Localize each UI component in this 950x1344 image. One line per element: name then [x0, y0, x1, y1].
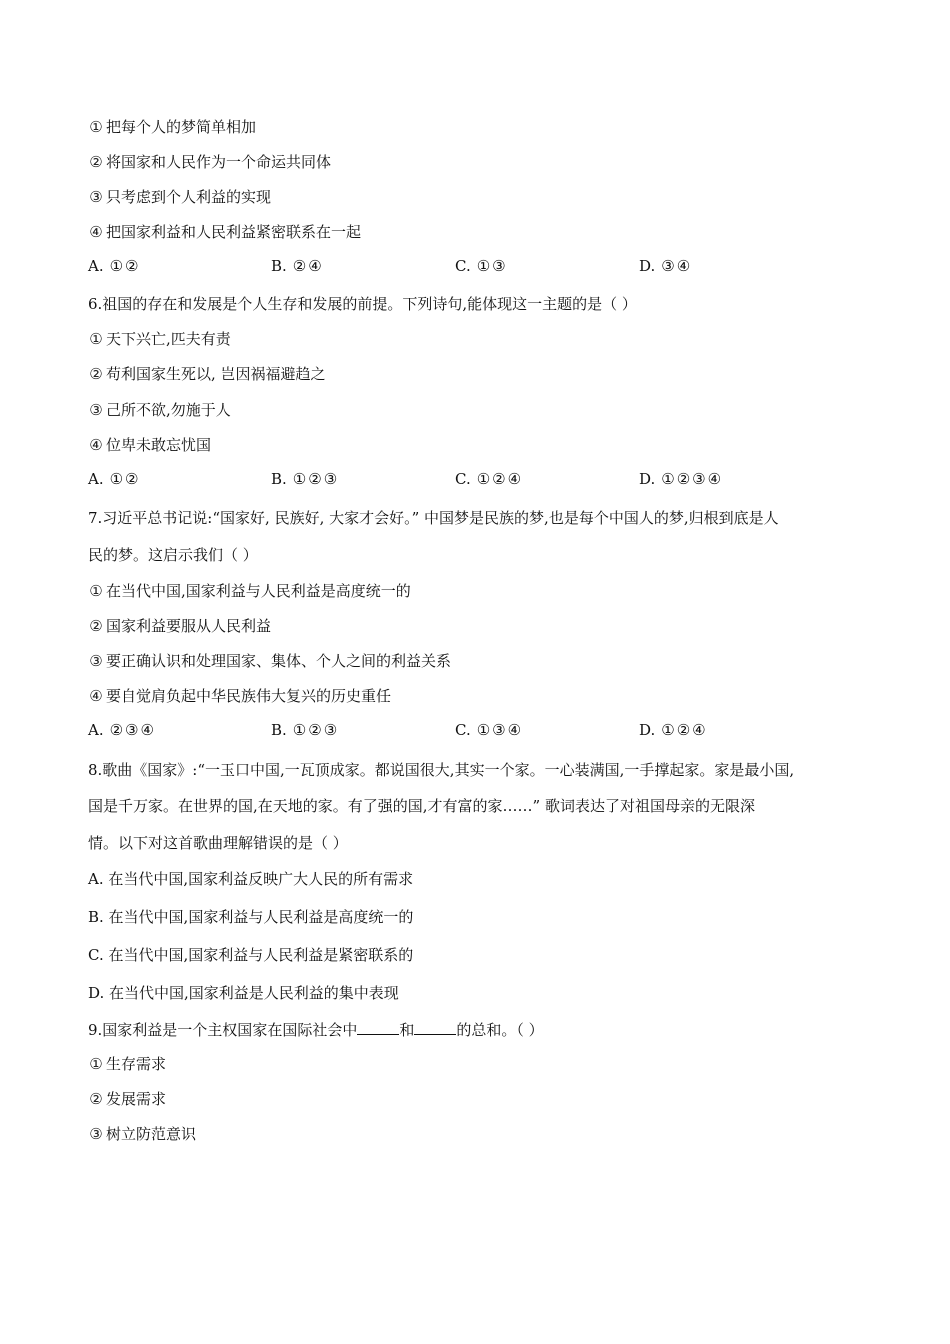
q7-option-1	[88, 581, 411, 601]
q9-stem-part-2: 和	[399, 1021, 415, 1039]
q8-stem-line-1: 8.歌曲《国家》:“一玉口中国,一瓦顶成家。都说国很大,其实一个家。一心装满国,一手撑起家。家是最小国,	[88, 761, 795, 779]
option-marker: ①	[89, 1055, 103, 1073]
q9-option-2	[88, 1089, 166, 1109]
choice-value: ①③	[476, 257, 508, 275]
q6-option-2	[88, 364, 326, 384]
choice-value: ②④	[292, 257, 324, 275]
option-marker: ④	[89, 687, 103, 705]
q7-choice-c	[455, 720, 523, 740]
q7-option-2	[88, 616, 271, 636]
option-marker: ②	[89, 1090, 103, 1108]
option-marker: ③	[89, 652, 103, 670]
q8-stem-line-3: 情。以下对这首歌曲理解错误的是（ ）	[88, 834, 348, 852]
q6-choice-d	[639, 469, 723, 489]
q9-stem	[88, 1020, 544, 1040]
option-text: 要自觉肩负起中华民族伟大复兴的历史重任	[106, 687, 392, 705]
q9-option-3	[88, 1124, 196, 1144]
choice-value: ②③④	[109, 721, 156, 739]
choice-label: D.	[639, 470, 656, 488]
option-text: 天下兴亡,匹夫有责	[106, 330, 231, 348]
q5-option-4	[88, 222, 361, 242]
q7-option-3	[88, 651, 451, 671]
option-marker: ①	[89, 582, 103, 600]
option-text: 在当代中国,国家利益与人民利益是高度统一的	[106, 582, 411, 600]
q7-choice-a	[88, 720, 156, 740]
choice-label: C.	[455, 257, 471, 275]
q9-stem-part-3: 的总和。（ ）	[456, 1021, 544, 1039]
option-marker: ②	[89, 153, 103, 171]
choice-label: A.	[88, 721, 104, 739]
option-marker: ③	[89, 1125, 103, 1143]
q6-stem: 6.祖国的存在和发展是个人生存和发展的前提。下列诗句,能体现这一主题的是（ ）	[88, 295, 637, 313]
q6-choice-b	[271, 469, 339, 489]
q8-option-d: D. 在当代中国,国家利益是人民利益的集中表现	[88, 984, 399, 1002]
option-text: 把国家利益和人民利益紧密联系在一起	[106, 223, 362, 241]
option-marker: ③	[89, 188, 103, 206]
choice-label: A.	[88, 470, 104, 488]
choice-value: ①②③④	[661, 470, 724, 488]
option-text: 树立防范意识	[106, 1125, 197, 1143]
q6-choice-c	[455, 469, 523, 489]
q6-option-1	[88, 329, 231, 349]
option-marker: ④	[89, 436, 103, 454]
choice-label: D.	[639, 721, 656, 739]
choice-value: ①②④	[476, 470, 524, 488]
fill-blank	[414, 1020, 456, 1035]
option-marker: ①	[89, 118, 103, 136]
choice-label: C.	[455, 721, 471, 739]
choice-value: ①②③	[292, 721, 340, 739]
option-text: 只考虑到个人利益的实现	[106, 188, 272, 206]
option-text: 要正确认识和处理国家、集体、个人之间的利益关系	[106, 652, 452, 670]
q6-option-3	[88, 400, 231, 420]
choice-label: B.	[271, 721, 287, 739]
q5-option-2	[88, 152, 331, 172]
choice-label: C.	[455, 470, 471, 488]
option-marker: ③	[89, 401, 103, 419]
fill-blank	[357, 1020, 399, 1035]
q9-stem-part-1: 9.国家利益是一个主权国家在国际社会中	[88, 1021, 358, 1039]
option-text: 己所不欲,勿施于人	[106, 401, 231, 419]
choice-value: ①③④	[476, 721, 524, 739]
q6-choices	[88, 469, 868, 491]
q5-option-1	[88, 117, 256, 137]
option-text: 将国家和人民作为一个命运共同体	[106, 153, 332, 171]
option-marker: ④	[89, 223, 103, 241]
choice-value: ①②④	[661, 721, 708, 739]
option-marker: ②	[89, 617, 103, 635]
q7-stem-line-2: 民的梦。这启示我们（ ）	[88, 546, 258, 564]
q7-option-4	[88, 686, 391, 706]
q6-choice-a	[88, 469, 141, 489]
option-text: 生存需求	[106, 1055, 167, 1073]
choice-value: ①②	[109, 257, 141, 275]
option-text: 把每个人的梦简单相加	[106, 118, 257, 136]
q5-choices	[88, 256, 868, 278]
option-text: 发展需求	[106, 1090, 167, 1108]
q6-option-4	[88, 435, 211, 455]
choice-label: A.	[88, 257, 104, 275]
choice-label: D.	[639, 257, 656, 275]
q8-option-b: B. 在当代中国,国家利益与人民利益是高度统一的	[88, 908, 414, 926]
option-text: 苟利国家生死以, 岂因祸福避趋之	[106, 365, 326, 383]
choice-label: B.	[271, 257, 287, 275]
choice-value: ③④	[661, 257, 693, 275]
q5-option-3	[88, 187, 271, 207]
q7-stem-line-1: 7.习近平总书记说:“国家好, 民族好, 大家才会好。” 中国梦是民族的梦,也是每个中国人的梦,归根到底是人	[88, 509, 779, 527]
q8-option-a: A. 在当代中国,国家利益反映广大人民的所有需求	[88, 870, 414, 888]
option-marker: ①	[89, 330, 103, 348]
q5-choice-b	[271, 256, 324, 276]
q5-choice-d	[639, 256, 692, 276]
option-text: 国家利益要服从人民利益	[106, 617, 272, 635]
q5-choice-a	[88, 256, 141, 276]
q7-choice-d	[639, 720, 708, 740]
choice-value: ①②③	[292, 470, 340, 488]
option-text: 位卑未敢忘忧国	[106, 436, 212, 454]
option-marker: ②	[89, 365, 103, 383]
q7-choices	[88, 720, 868, 742]
q8-stem-line-2: 国是千万家。在世界的国,在天地的家。有了强的国,才有富的家‥‥‥” 歌词表达了对祖国母亲的无限深	[88, 797, 755, 815]
choice-value: ①②	[109, 470, 141, 488]
q5-choice-c	[455, 256, 508, 276]
q8-option-c: C. 在当代中国,国家利益与人民利益是紧密联系的	[88, 946, 414, 964]
q7-choice-b	[271, 720, 339, 740]
q9-option-1	[88, 1054, 166, 1074]
choice-label: B.	[271, 470, 287, 488]
